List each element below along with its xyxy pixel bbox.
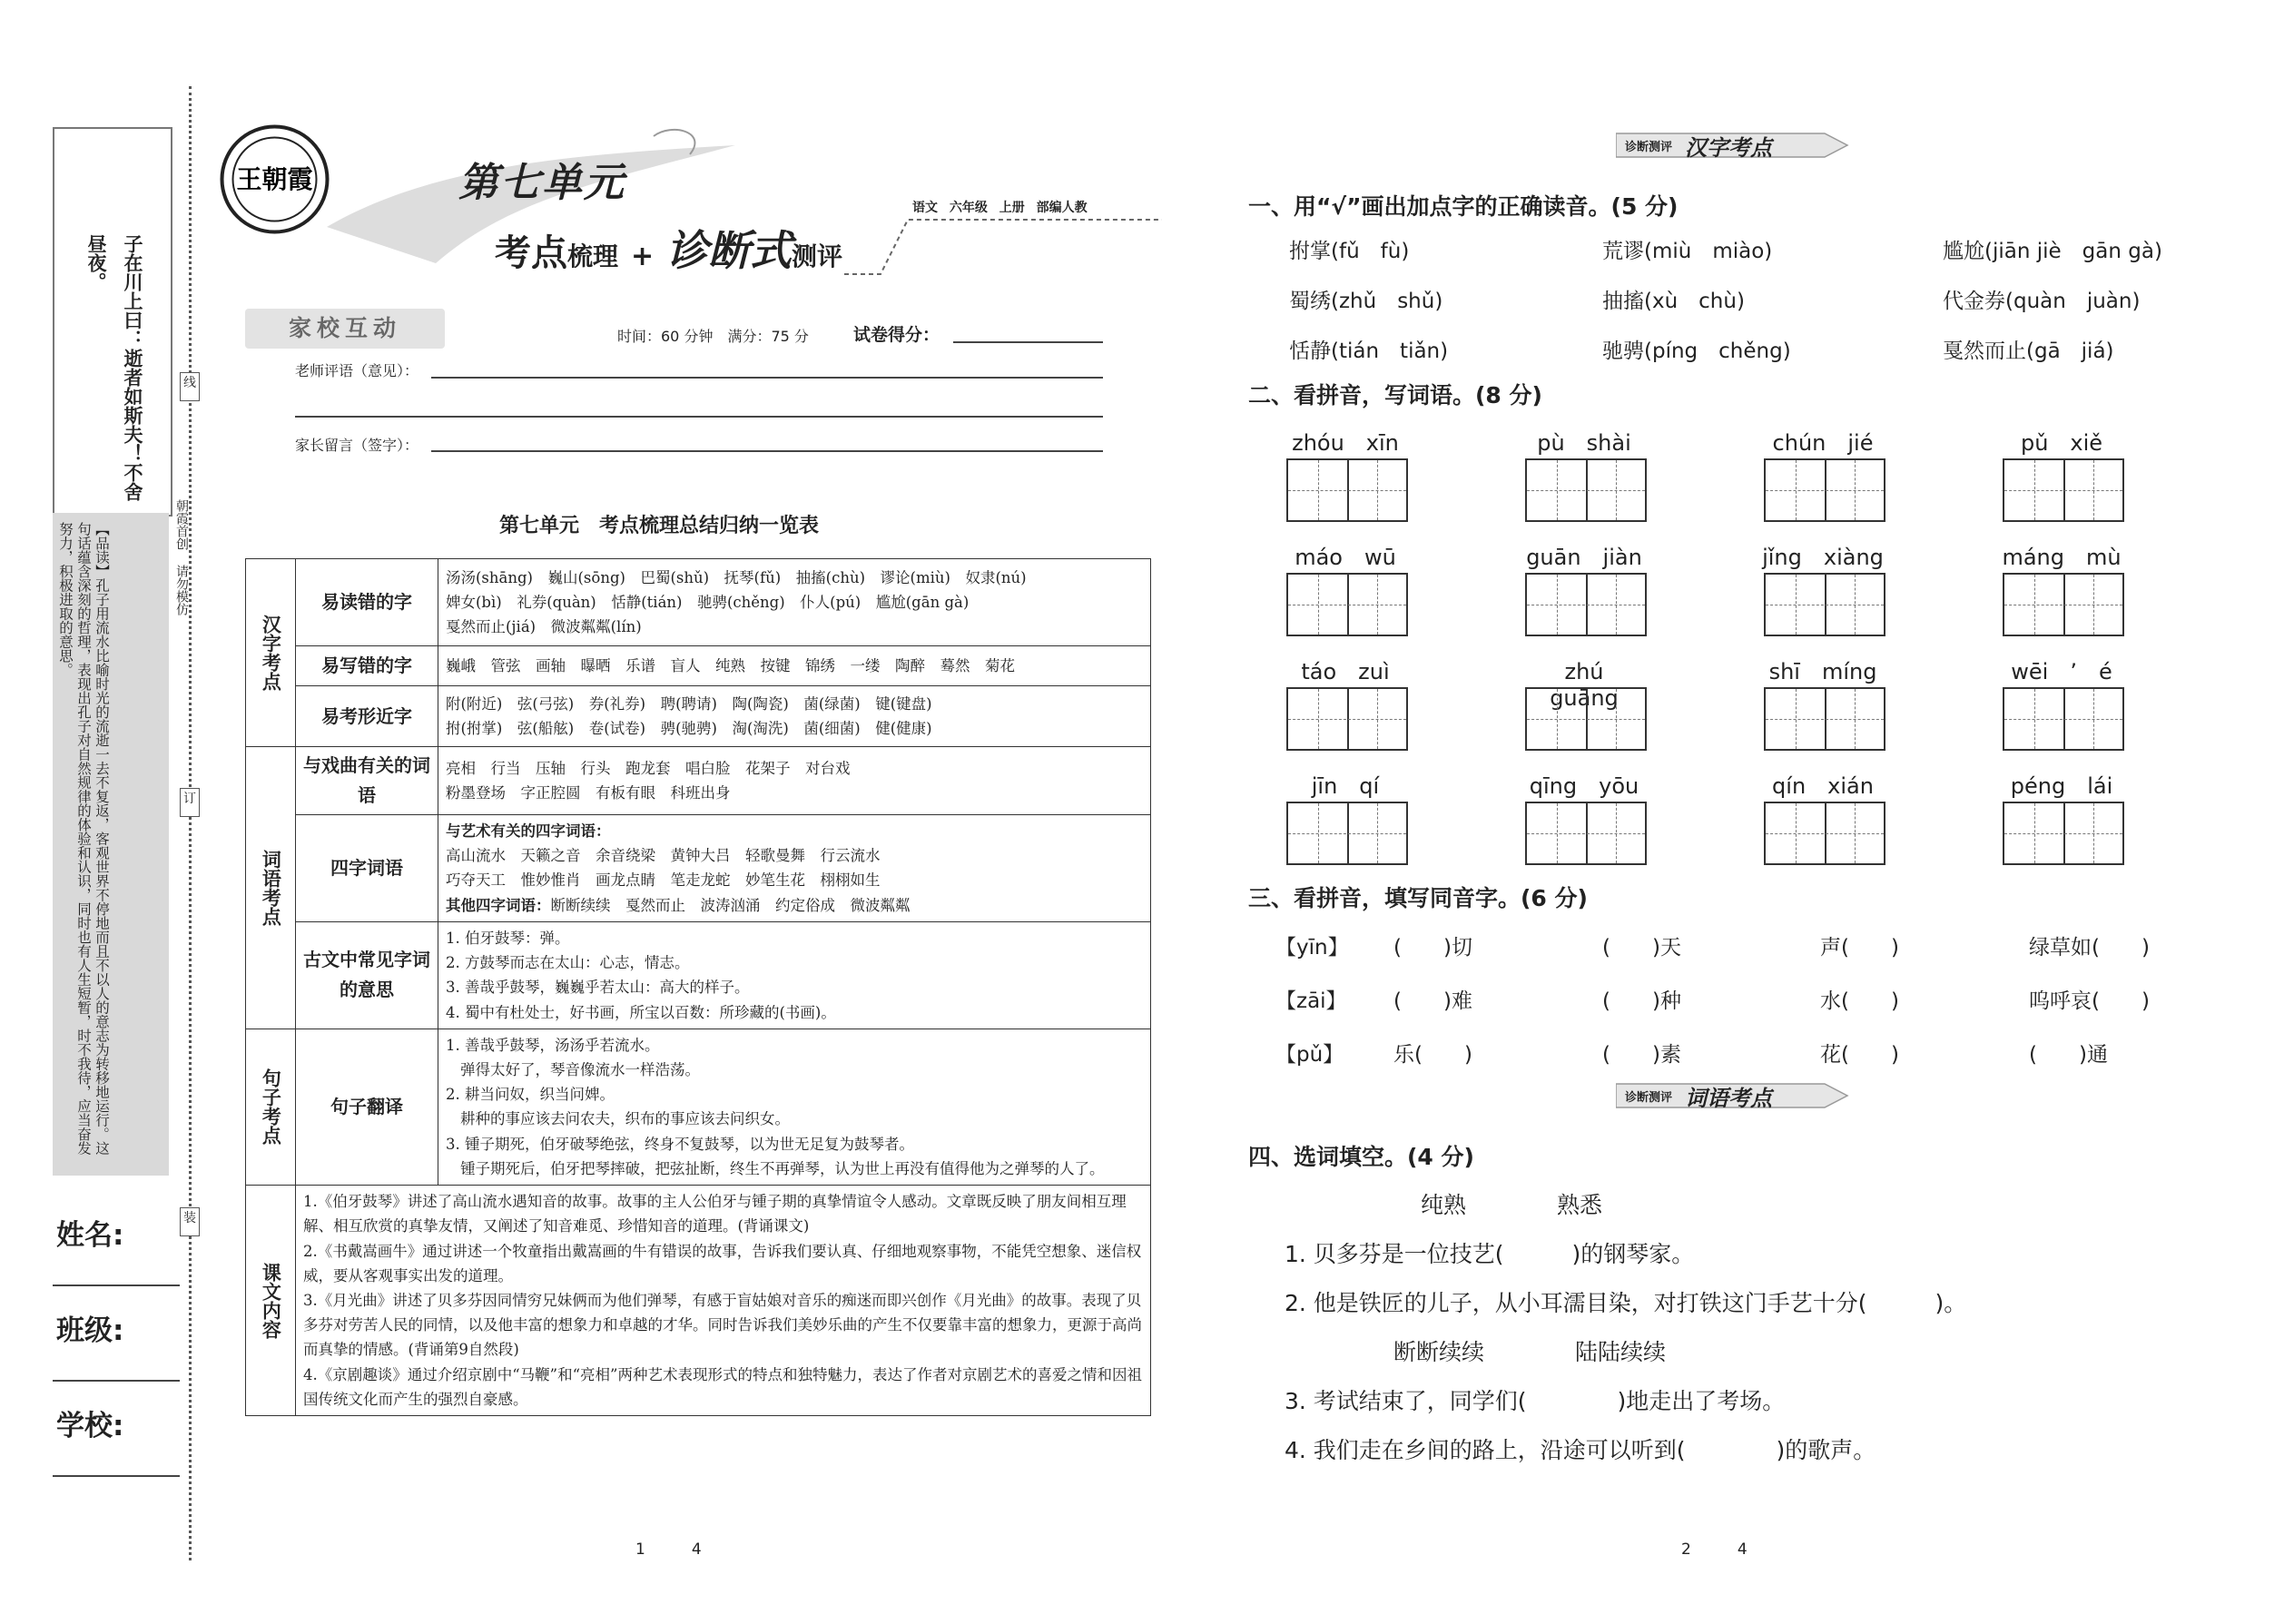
sub-yidu: 易读错的字: [296, 559, 438, 646]
brand-logo: [218, 123, 331, 236]
pinyin-label: guān jiàn: [1526, 545, 1642, 570]
unit-title: 第七单元: [458, 160, 625, 206]
q3-blank[interactable]: ( )天: [1602, 936, 1681, 960]
writing-grid[interactable]: [2003, 802, 2124, 865]
cell-xingjin: 附(附近) 弦(弓弦) 券(礼券) 聘(聘请) 陶(陶瓷) 菌(绿菌) 键(键盘) 拊(拊掌) 弦(船舷) 卷(试卷) 骋(驰骋) 淘(淘洗) 菌(细菌) 健(健康): [438, 686, 1151, 747]
table-row: [246, 645, 1151, 685]
pinyin-label: qīng yōu: [1529, 773, 1639, 799]
cell-xiqu: 亮相 行当 压轴 行头 跑龙套 唱白脸 花架子 对台戏 粉墨登场 字正腔圆 有板有眼 科班出身: [438, 747, 1151, 815]
q3-blank[interactable]: 绿草如( ): [2029, 936, 2150, 960]
q4-word-choices-2: 断断续续 陆陆续续: [1393, 1339, 1667, 1365]
name-line[interactable]: [53, 1284, 180, 1286]
q3-grid: [1275, 930, 2201, 1068]
teacher-comment-label: 老师评语（意见）：: [295, 362, 419, 379]
unit-subtitle: 考点梳理 + 诊断式测评: [495, 226, 843, 275]
cell-fanyi: 1. 善哉乎鼓琴，汤汤乎若流水。 弹得太好了，琴音像流水一样浩荡。 2. 耕当问奴，织当问婢。 耕种的事应该去问农夫，织布的事应该去问织女。 3. 锺子期死，伯牙破琴绝弦，终身不复鼓琴，以为世无足复为鼓琴者。 锺子期死后，伯牙把琴摔破，把弦扯断，终生不再弹琴，认为世上再没有值得他为之弹琴的人了。: [438, 1029, 1151, 1185]
question-3-title: 三、看拼音，填写同音字。(6 分): [1248, 885, 1588, 911]
writing-grid[interactable]: [1764, 687, 1885, 751]
q1-item[interactable]: 蜀绣(zhǔ shǔ): [1289, 290, 1443, 313]
pinyin-label: wēi ’ é: [2011, 659, 2112, 684]
side-caption: 朝霞首创 请勿模仿: [174, 499, 189, 615]
q3-blank[interactable]: ( )难: [1393, 989, 1472, 1013]
writing-grid[interactable]: [1525, 458, 1647, 522]
grade-info: 语文 六年级 上册 部编人教: [912, 201, 1088, 215]
class-label: 班级:: [56, 1314, 124, 1347]
q3-blank[interactable]: ( )素: [1602, 1043, 1681, 1067]
school-label: 学校:: [56, 1410, 124, 1442]
q3-pinyin: 【yīn】: [1275, 936, 1349, 960]
question-1-title: 一、用“√”画出加点字的正确读音。(5 分): [1248, 193, 1679, 220]
time-score: 时间：60 分钟 满分：75 分: [617, 328, 809, 345]
q3-blank[interactable]: 乐( ): [1393, 1043, 1472, 1067]
q3-blank[interactable]: ( )种: [1602, 989, 1681, 1013]
table-row: [246, 686, 1151, 747]
parent-comment-label: 家长留言（签字）：: [295, 437, 419, 454]
q1-item[interactable]: 抽搐(xù chù): [1602, 290, 1745, 313]
pinyin-label: qín xián: [1772, 773, 1874, 799]
q3-blank[interactable]: ( )通: [2029, 1043, 2108, 1067]
sub-guwen: 古文中常见字词的意思: [296, 921, 438, 1029]
category-hanzi: 汉字考点: [246, 559, 296, 747]
summary-table: [245, 558, 1151, 1416]
table-row: [246, 747, 1151, 815]
q1-grid: [1289, 234, 2215, 364]
q4-sentence-3[interactable]: 3. 考试结束了，同学们( )地走出了考场。: [1285, 1388, 1786, 1414]
q1-item[interactable]: 代金券(quàn juàn): [1943, 290, 2141, 313]
writing-grid[interactable]: [1286, 802, 1408, 865]
school-line[interactable]: [53, 1475, 180, 1477]
binding-dotted-line: [189, 86, 192, 1560]
category-ciyu: 词语考点: [246, 747, 296, 1029]
category-juzi: 句子考点: [246, 1029, 296, 1185]
q3-blank[interactable]: 声( ): [1820, 936, 1899, 960]
sidebar-quote: 子在川上曰：逝者如斯夫！不舍昼夜。: [85, 234, 143, 501]
cell-yidu: 汤汤(shāng) 巍山(sōng) 巴蜀(shǔ) 抚琴(fǔ) 抽搐(chù) 谬论(miù) 奴隶(nú) 婢女(bì) 礼券(quàn) 恬静(tián) 驰骋(chěng) 仆人(pú) 尴尬(gān gà) 戛然而止(jiá) 微波粼粼(lín): [438, 559, 1151, 646]
pinyin-label: shī míng: [1768, 659, 1877, 684]
q4-sentence-2[interactable]: 2. 他是铁匠的儿子，从小耳濡目染，对打铁这门手艺十分( )。: [1285, 1290, 1967, 1316]
sub-yixie: 易写错的字: [296, 645, 438, 685]
q3-pinyin: 【pǔ】: [1275, 1043, 1344, 1067]
q1-item[interactable]: 驰骋(píng chěng): [1602, 340, 1791, 363]
writing-grid[interactable]: [1286, 458, 1408, 522]
logo-text: 王朝霞: [236, 164, 313, 194]
sub-sizi: 四字词语: [296, 815, 438, 922]
pinyin-label: péng lái: [2010, 773, 2113, 799]
summary-title: 第七单元 考点梳理总结归纳一览表: [499, 515, 820, 537]
sub-fanyi: 句子翻译: [296, 1029, 438, 1185]
q1-item[interactable]: 荒谬(miù miào): [1602, 240, 1773, 263]
q3-blank[interactable]: ( )切: [1393, 936, 1472, 960]
pinyin-label: jǐng xiàng: [1762, 545, 1884, 570]
writing-grid[interactable]: [1764, 458, 1885, 522]
class-line[interactable]: [53, 1380, 180, 1382]
pinyin-label: máng mù: [2002, 545, 2122, 570]
table-row: [246, 1186, 1151, 1416]
q3-blank[interactable]: 水( ): [1820, 989, 1899, 1013]
score-label: 试卷得分：: [853, 325, 940, 345]
q3-blank[interactable]: 花( ): [1820, 1043, 1899, 1067]
section-badge-hanzi: 诊断测评 汉字考点: [1616, 130, 1852, 161]
writing-grid[interactable]: [2003, 573, 2124, 636]
pinyin-label: chún jié: [1772, 430, 1874, 456]
q3-blank[interactable]: 呜呼哀( ): [2029, 989, 2150, 1013]
q1-item[interactable]: 戛然而止(gā jiá): [1943, 340, 2114, 363]
q4-sentence-1[interactable]: 1. 贝多芬是一位技艺( )的钢琴家。: [1285, 1241, 1695, 1267]
writing-grid[interactable]: [2003, 458, 2124, 522]
home-school-banner: 家校互动: [245, 309, 445, 349]
table-row: [246, 921, 1151, 1029]
q1-item[interactable]: 尴尬(jiān jiè gān gà): [1943, 240, 2162, 263]
page-number-right: 2 4: [1681, 1540, 1748, 1559]
header-zigzag: [844, 209, 1171, 281]
cut-mark-3: 装: [180, 1207, 200, 1236]
cell-sizi: 与艺术有关的四字词语： 高山流水 天籁之音 余音绕梁 黄钟大吕 轻歌曼舞 行云流水 巧夺天工 惟妙惟肖 画龙点睛 笔走龙蛇 妙笔生花 栩栩如生 其他四字词语：断断续续 戛然而止 波涛汹涌 约定俗成 微波粼粼: [438, 815, 1151, 922]
writing-grid[interactable]: [2003, 687, 2124, 751]
table-row: [246, 1029, 1151, 1185]
pinyin-label: táo zuì: [1301, 659, 1390, 684]
pinyin-label: zhú guāng: [1550, 659, 1626, 711]
question-2-title: 二、看拼音，写词语。(8 分): [1248, 382, 1542, 408]
pinyin-label: zhóu xīn: [1292, 430, 1399, 456]
table-row: [246, 559, 1151, 646]
parent-comment-line[interactable]: [431, 450, 1103, 452]
page-number-left: 1 4: [635, 1540, 702, 1559]
table-row: [246, 815, 1151, 922]
q1-item[interactable]: 恬静(tián tiǎn): [1289, 340, 1449, 363]
writing-grid[interactable]: [1525, 573, 1647, 636]
q4-sentence-4[interactable]: 4. 我们走在乡间的路上，沿途可以听到( )的歌声。: [1285, 1437, 1876, 1463]
sub-xiqu: 与戏曲有关的词语: [296, 747, 438, 815]
writing-grid[interactable]: [1286, 573, 1408, 636]
category-kewen: 课文内容: [246, 1186, 296, 1416]
pinyin-label: máo wū: [1295, 545, 1396, 570]
cut-mark-2: 订: [180, 788, 200, 817]
teacher-comment-line-1[interactable]: [431, 377, 1103, 379]
writing-grid[interactable]: [1764, 573, 1885, 636]
sidebar-note: 【品读】孔子用流水比喻时光的流逝一去不复返，客观世界不停地而且不以人的意志为转移地运行。这句话蕴含深刻的哲理，表现出孔子对自然规律的体验和认识，同时也有人生短暂，时不我待，应当奋发努力，积极进取的意思。: [57, 522, 110, 1156]
writing-grid[interactable]: [1525, 802, 1647, 865]
writing-grid[interactable]: [1286, 687, 1408, 751]
cut-mark-1: 线: [180, 372, 200, 401]
score-line[interactable]: [953, 341, 1103, 343]
writing-grid[interactable]: [1764, 802, 1885, 865]
teacher-comment-line-2[interactable]: [295, 416, 1103, 418]
pinyin-label: pǔ xiě: [2020, 430, 2103, 456]
pinyin-label: pù shài: [1537, 430, 1631, 456]
section-badge-ciyu: 诊断测评 词语考点: [1616, 1080, 1852, 1111]
writing-grid[interactable]: [1525, 687, 1647, 751]
q4-word-choices-1: 纯熟 熟悉: [1421, 1192, 1603, 1218]
question-4-title: 四、选词填空。(4 分): [1248, 1144, 1474, 1170]
cell-kewen: 1.《伯牙鼓琴》讲述了高山流水遇知音的故事。故事的主人公伯牙与锺子期的真挚情谊令人感动。文章既反映了朋友间相互理解、相互欣赏的真挚友情，又阐述了知音难觅、珍惜知音的道理。(背诵课文) 2.《书戴嵩画牛》通过讲述一个牧童指出戴嵩画的牛有错误的故事，告诉我们要认真、仔细地观察事物，不能凭空想象、迷信权威，要从客观事实出发的道理。 3.《月光曲》讲述了贝多芬因同情穷兄妹俩而为他们弹琴，有感于盲姑娘对音乐的痴迷而即兴创作《月光曲》的故事。表现了贝多芬对劳苦人民的同情，以及他丰富的想象力和卓越的才华。同时告诉我们美妙乐曲的产生不仅要靠丰富的想象力，更源于高尚而真挚的情感。(背诵第9自然段) 4.《京剧趣谈》通过介绍京剧中“马鞭”和“亮相”两种艺术表现形式的特点和独特魅力，表达了作者对京剧艺术的喜爱之情和因祖国传统文化而产生的强烈自豪感。: [296, 1186, 1151, 1416]
sub-xingjin: 易考形近字: [296, 686, 438, 747]
name-label: 姓名:: [56, 1219, 124, 1252]
cell-guwen: 1. 伯牙鼓琴：弹。 2. 方鼓琴而志在太山：心志，情志。 3. 善哉乎鼓琴，巍巍乎若太山：高大的样子。 4. 蜀中有杜处士，好书画，所宝以百数：所珍藏的(书画)。: [438, 921, 1151, 1029]
q1-item[interactable]: 拊掌(fǔ fù): [1289, 240, 1410, 263]
pinyin-label: jīn qí: [1311, 773, 1380, 799]
cell-yixie: 巍峨 管弦 画轴 曝晒 乐谱 盲人 纯熟 按键 锦绣 一缕 陶醉 蓦然 菊花: [438, 645, 1151, 685]
q3-pinyin: 【zāi】: [1275, 989, 1347, 1013]
